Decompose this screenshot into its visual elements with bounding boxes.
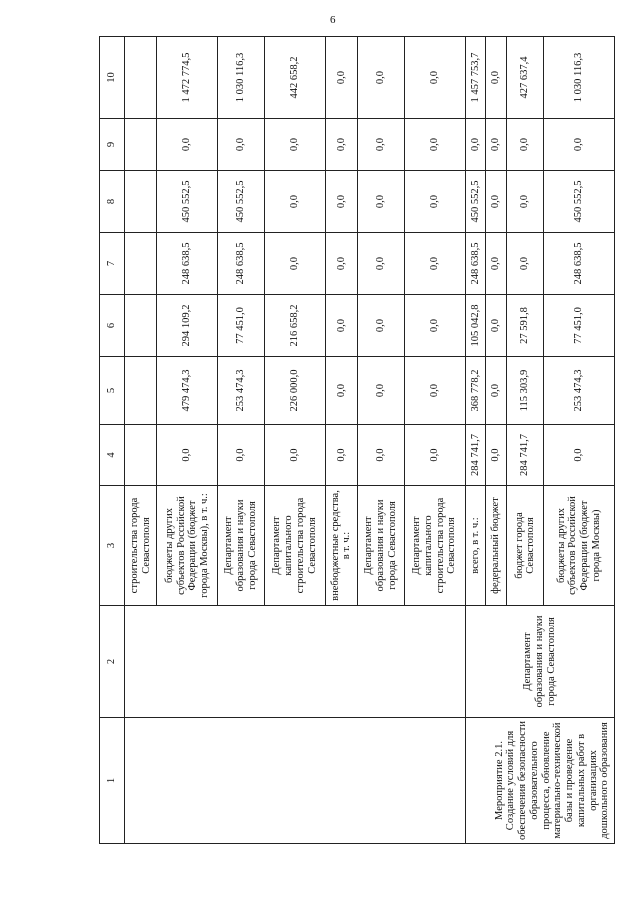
column-header-6: 6 <box>100 295 125 357</box>
value-cell: 0,0 <box>404 233 465 295</box>
source-cell: Департамент капитального строительства города Севастополя <box>404 486 465 606</box>
value-cell: 0,0 <box>157 425 218 486</box>
value-cell: 0,0 <box>404 425 465 486</box>
value-cell: 479 474,3 <box>157 357 218 425</box>
value-cell: 294 109,2 <box>157 295 218 357</box>
value-cell: 368 778,2 <box>465 357 486 425</box>
value-cell: 0,0 <box>486 357 507 425</box>
value-cell: 0,0 <box>264 425 325 486</box>
value-cell: 77 451,0 <box>218 295 265 357</box>
value-cell: 216 658,2 <box>264 295 325 357</box>
value-cell: 253 474,3 <box>218 357 265 425</box>
value-cell: 0,0 <box>507 119 544 171</box>
column-header-9: 9 <box>100 119 125 171</box>
value-cell: 0,0 <box>465 119 486 171</box>
value-cell: 253 474,3 <box>544 357 615 425</box>
value-cell: 0,0 <box>358 119 405 171</box>
value-cell: 0,0 <box>264 233 325 295</box>
value-cell: 0,0 <box>325 119 357 171</box>
value-cell: 1 472 774,5 <box>157 37 218 119</box>
budget-table <box>99 36 615 844</box>
column-header-1: 1 <box>100 718 125 844</box>
source-cell: бюджеты других субъектов Российской Федерации (бюджет города Москвы) <box>544 486 615 606</box>
column-header-7: 7 <box>100 233 125 295</box>
value-cell: 0,0 <box>358 37 405 119</box>
column-header-2: 2 <box>100 606 125 718</box>
value-cell: 0,0 <box>325 171 357 233</box>
value-cell <box>125 37 157 119</box>
column-header-5: 5 <box>100 357 125 425</box>
value-cell: 0,0 <box>157 119 218 171</box>
value-cell: 1 030 116,3 <box>218 37 265 119</box>
value-cell: 0,0 <box>358 295 405 357</box>
cell-col2-empty <box>125 606 466 718</box>
value-cell <box>125 119 157 171</box>
value-cell: 450 552,5 <box>157 171 218 233</box>
source-cell: внебюджетные средства, в т. ч.: <box>325 486 357 606</box>
value-cell: 450 552,5 <box>218 171 265 233</box>
value-cell: 0,0 <box>486 119 507 171</box>
column-header-8: 8 <box>100 171 125 233</box>
source-cell: Департамент капитального строительства города Севастополя <box>264 486 325 606</box>
value-cell: 0,0 <box>507 233 544 295</box>
value-cell: 450 552,5 <box>544 171 615 233</box>
value-cell: 248 638,5 <box>218 233 265 295</box>
page-number: 6 <box>330 14 336 26</box>
value-cell: 284 741,7 <box>465 425 486 486</box>
value-cell: 0,0 <box>404 37 465 119</box>
value-cell: 27 591,8 <box>507 295 544 357</box>
source-cell: бюджет города Севастополя <box>507 486 544 606</box>
table-row <box>125 37 157 844</box>
event-name-cell: Мероприятие 2.1. Создание условий для обеспечения безопасности образовательного процесса, обновление материально-технической базы и проведение капитальных работ в организациях дошкольного образования <box>465 718 614 844</box>
rotated-table-container <box>99 37 615 844</box>
source-cell: бюджеты других субъектов Российской Федерации (бюджет города Москвы), в т. ч.: <box>157 486 218 606</box>
value-cell: 0,0 <box>486 295 507 357</box>
value-cell: 442 658,2 <box>264 37 325 119</box>
value-cell: 0,0 <box>404 119 465 171</box>
header-row <box>100 37 125 844</box>
source-cell: федеральный бюджет <box>486 486 507 606</box>
value-cell: 0,0 <box>358 233 405 295</box>
value-cell: 0,0 <box>264 171 325 233</box>
value-cell <box>125 357 157 425</box>
value-cell: 0,0 <box>218 119 265 171</box>
value-cell: 1 457 753,7 <box>465 37 486 119</box>
value-cell: 0,0 <box>486 171 507 233</box>
value-cell: 0,0 <box>486 233 507 295</box>
value-cell: 0,0 <box>358 425 405 486</box>
cell-col1-empty <box>125 718 466 844</box>
value-cell: 248 638,5 <box>157 233 218 295</box>
value-cell: 0,0 <box>358 171 405 233</box>
value-cell: 0,0 <box>264 119 325 171</box>
value-cell: 248 638,5 <box>465 233 486 295</box>
value-cell: 0,0 <box>544 119 615 171</box>
value-cell: 226 000,0 <box>264 357 325 425</box>
value-cell: 77 451,0 <box>544 295 615 357</box>
value-cell: 248 638,5 <box>544 233 615 295</box>
value-cell: 0,0 <box>486 425 507 486</box>
value-cell <box>125 171 157 233</box>
value-cell: 0,0 <box>404 171 465 233</box>
column-header-10: 10 <box>100 37 125 119</box>
value-cell <box>125 295 157 357</box>
value-cell <box>125 233 157 295</box>
value-cell: 450 552,5 <box>465 171 486 233</box>
value-cell: 0,0 <box>325 233 357 295</box>
value-cell <box>125 425 157 486</box>
column-header-3: 3 <box>100 486 125 606</box>
source-cell: Департамент образования и науки города Севастополя <box>358 486 405 606</box>
value-cell: 0,0 <box>325 37 357 119</box>
value-cell: 0,0 <box>507 171 544 233</box>
responsible-cell: Департамент образования и науки города Севастополя <box>465 606 614 718</box>
value-cell: 115 303,9 <box>507 357 544 425</box>
source-cell: Департамент образования и науки города Севастополя <box>218 486 265 606</box>
value-cell: 0,0 <box>325 425 357 486</box>
source-cell: строительства города Севастополя <box>125 486 157 606</box>
value-cell: 105 042,8 <box>465 295 486 357</box>
source-cell: всего, в т. ч.: <box>465 486 486 606</box>
value-cell: 1 030 116,3 <box>544 37 615 119</box>
value-cell: 0,0 <box>404 295 465 357</box>
value-cell: 0,0 <box>325 295 357 357</box>
value-cell: 0,0 <box>404 357 465 425</box>
value-cell: 0,0 <box>544 425 615 486</box>
value-cell: 284 741,7 <box>507 425 544 486</box>
value-cell: 0,0 <box>325 357 357 425</box>
value-cell: 0,0 <box>486 37 507 119</box>
table-row <box>465 37 486 844</box>
column-header-4: 4 <box>100 425 125 486</box>
value-cell: 0,0 <box>358 357 405 425</box>
value-cell: 427 637,4 <box>507 37 544 119</box>
value-cell: 0,0 <box>218 425 265 486</box>
